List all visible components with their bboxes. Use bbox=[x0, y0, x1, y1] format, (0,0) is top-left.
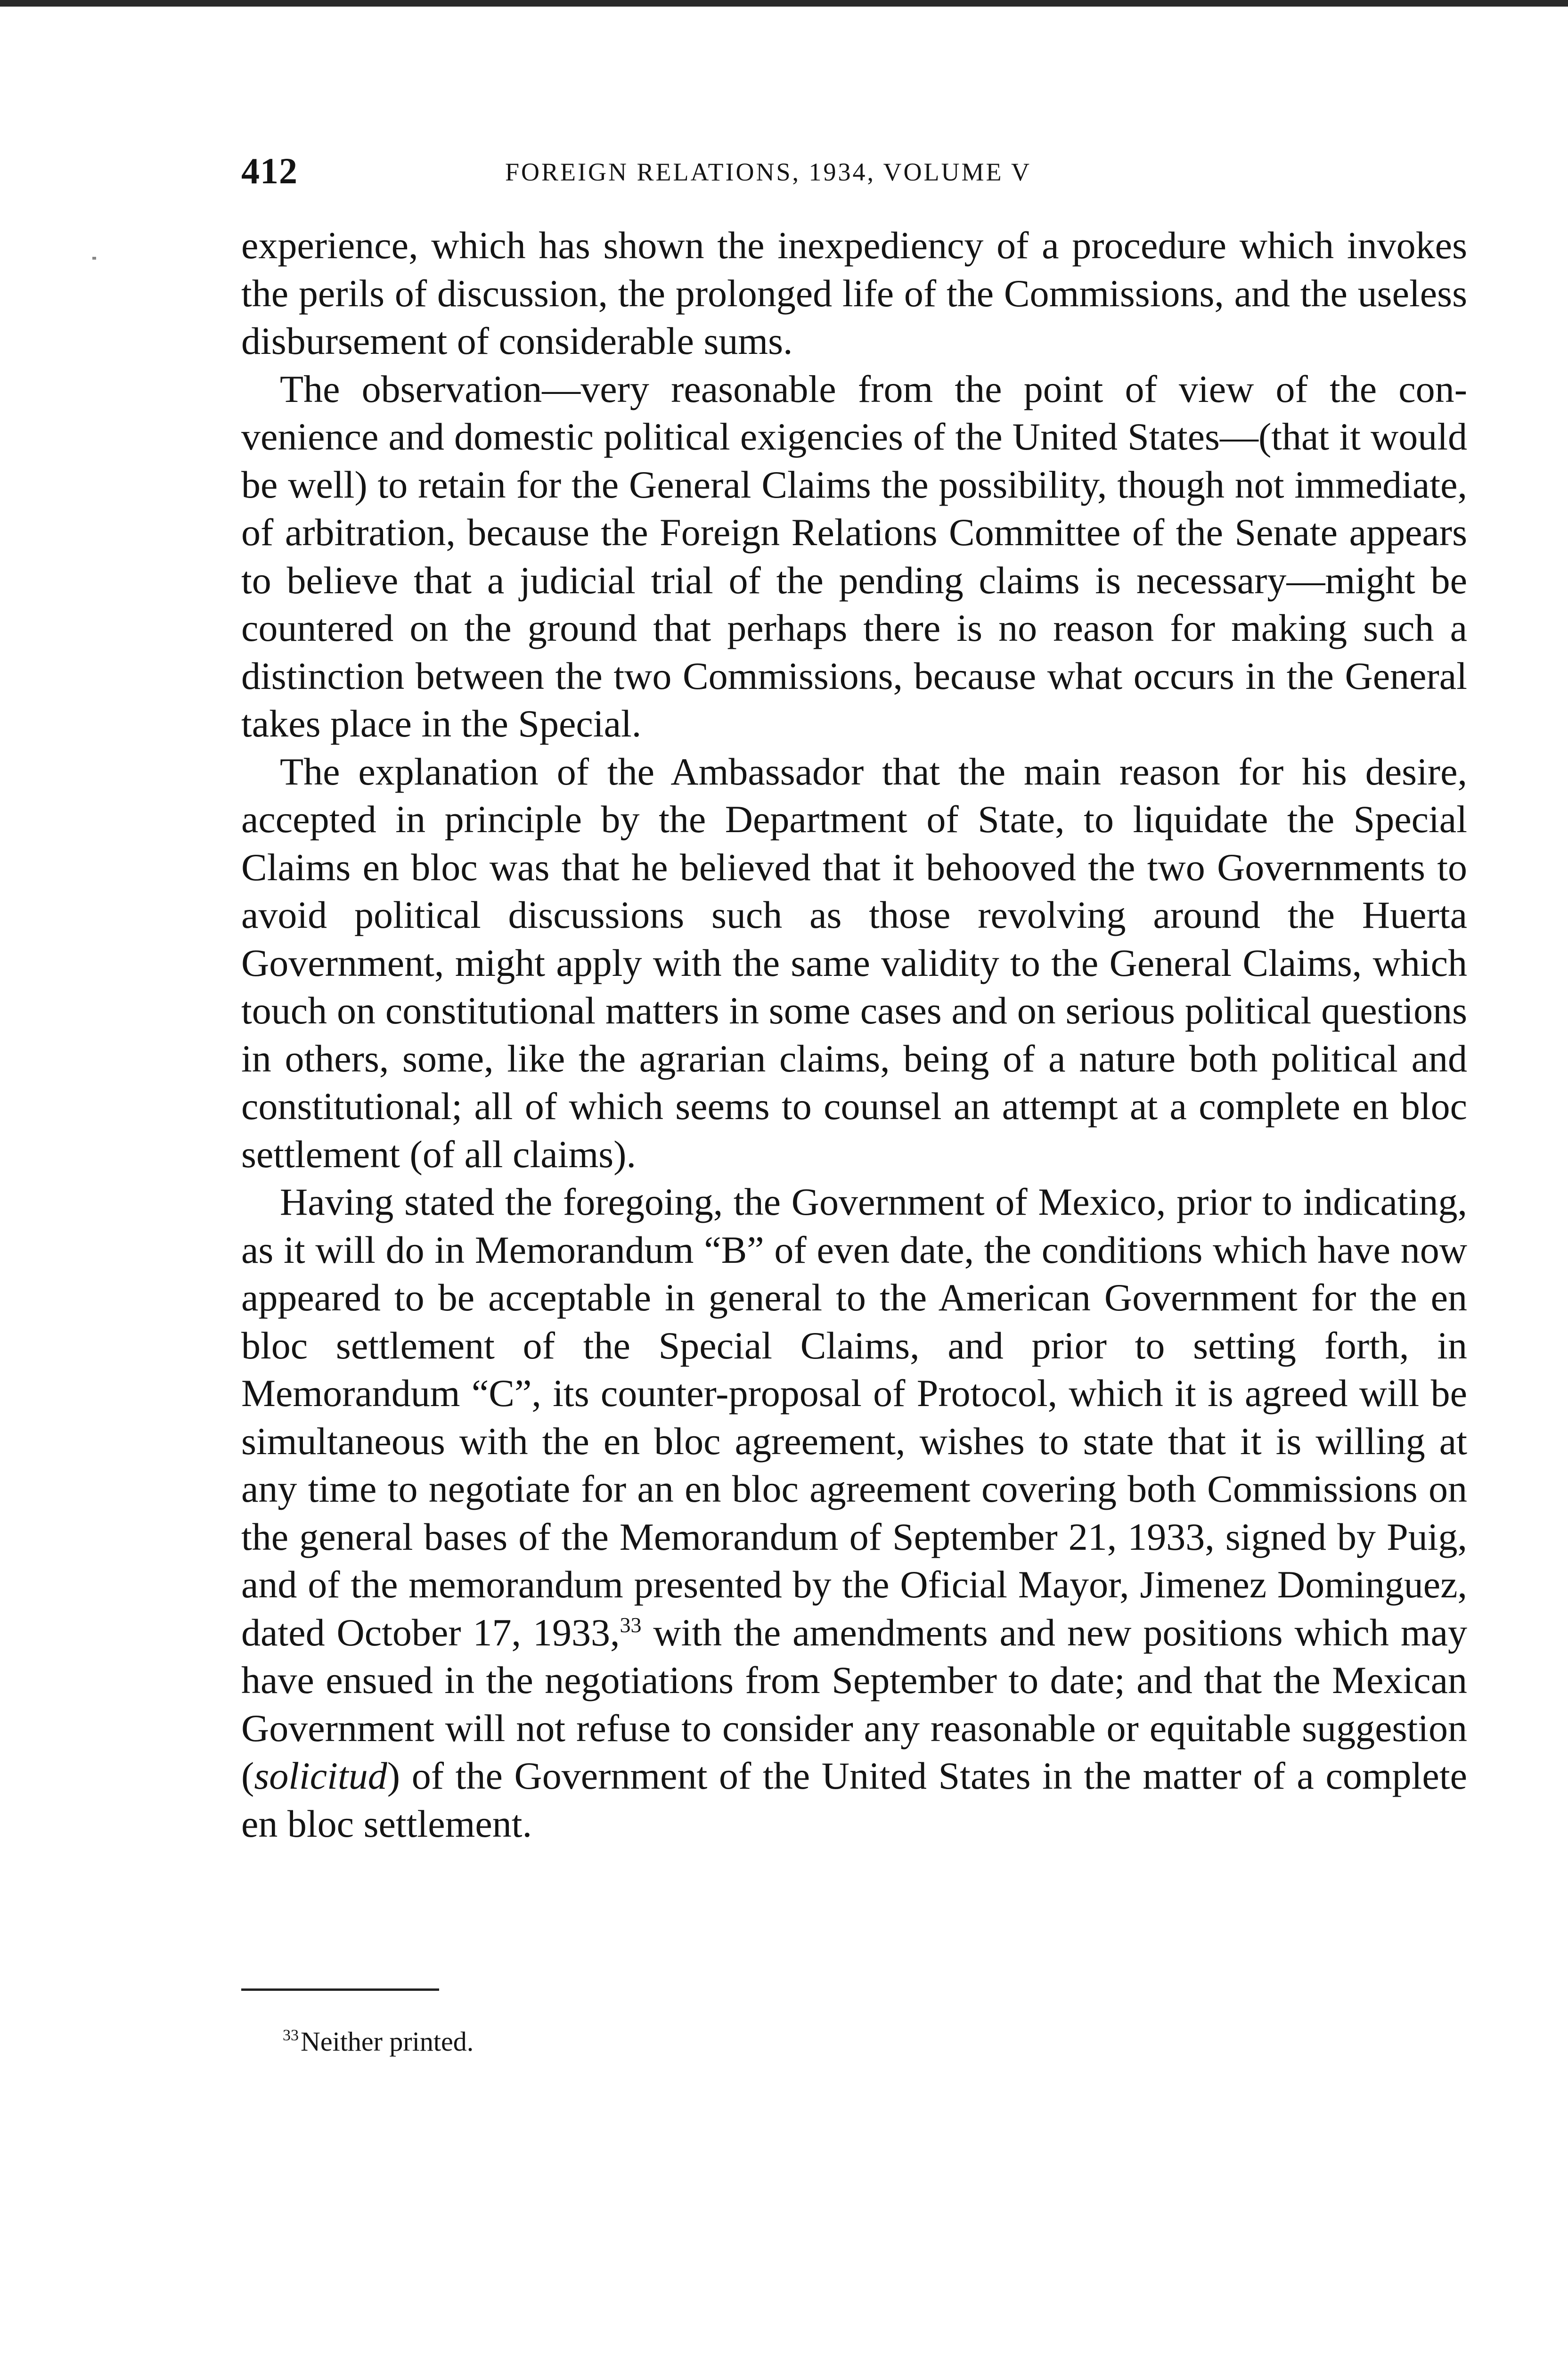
footnote bbox=[283, 2025, 474, 2058]
paragraph-text: Having stated the foregoing, the Government of Mexico, prior to indicating, as it will do in Memorandum “B” of even date, the conditions which have now appeared to be acceptable in general to the American Government for the en bloc settlement of the Special Claims, and prior to setting forth, in Memorandum “C”, its counter-proposal of Protocol, which it is agreed will be simultaneous with the en bloc agreement, wishes to state that it is willing at any time to negotiate for an en bloc agreement covering both Commissions on the general bases of the Memorandum of September 21, 1933, signed by Puig, and of the memorandum presented by the Oficial Mayor, Jimenez Dominguez, dated October 17, 1933, bbox=[241, 1180, 1467, 1654]
running-head: FOREIGN RELATIONS, 1934, VOLUME V bbox=[505, 158, 1032, 186]
margin-mark bbox=[92, 257, 96, 260]
paragraph-foregoing bbox=[241, 1178, 1467, 1848]
paragraph-text: ) of the Government of the United States in the matter of a complete en bloc settlement. bbox=[241, 1754, 1467, 1845]
italic-term: solicitud bbox=[254, 1754, 387, 1797]
paragraph-continuation: experience, which has shown the inexpediency of a procedure which invokes the perils of discussion, the prolonged life of the Commissions, and the useless disbursement of considerable sums. bbox=[241, 224, 1467, 362]
footnote-marker: 33 bbox=[283, 2027, 299, 2044]
footnote-text: Neither printed. bbox=[301, 2026, 474, 2057]
paragraph-text: with the amendments and new positions which may have ensued in the negotiations from September to date; and that the Mexican Government will not refuse to consider any reasonable or equitable suggestion ( bbox=[241, 1611, 1468, 1797]
page-number: 412 bbox=[241, 150, 298, 191]
top-border-rule bbox=[0, 0, 1568, 7]
footnote-divider bbox=[241, 1988, 439, 1991]
footnote-reference: 33 bbox=[620, 1612, 642, 1637]
paragraph-explanation: The explanation of the Ambassador that the main reason for his desire, accepted in principle by the Department of State, to liquidate the Special Claims en bloc was that he believed that it behooved the two Governments to avoid political discussions such as those revolving around the Huerta Government, might apply with the same validity to the General Claims, which touch on constitutional matters in some cases and on serious political questions in others, some, like the agrarian claims, being of a nature both political and constitutional; all of which seems to counsel an attempt at a complete en bloc settlement (of all claims). bbox=[241, 750, 1467, 1176]
paragraph-observation: The observation—very reasonable from the point of view of the convenience and domestic political exigencies of the United States—(that it would be well) to retain for the General Claims the possibility, though not immediate, of arbitration, because the Foreign Relations Committee of the Senate appears to believe that a judicial trial of the pending claims is necessary—might be countered on the ground that perhaps there is no reason for making such a distinction between the two Commissions, because what occurs in the General takes place in the Special. bbox=[241, 367, 1467, 745]
page-header bbox=[241, 150, 1447, 202]
body-text bbox=[241, 221, 1467, 1848]
